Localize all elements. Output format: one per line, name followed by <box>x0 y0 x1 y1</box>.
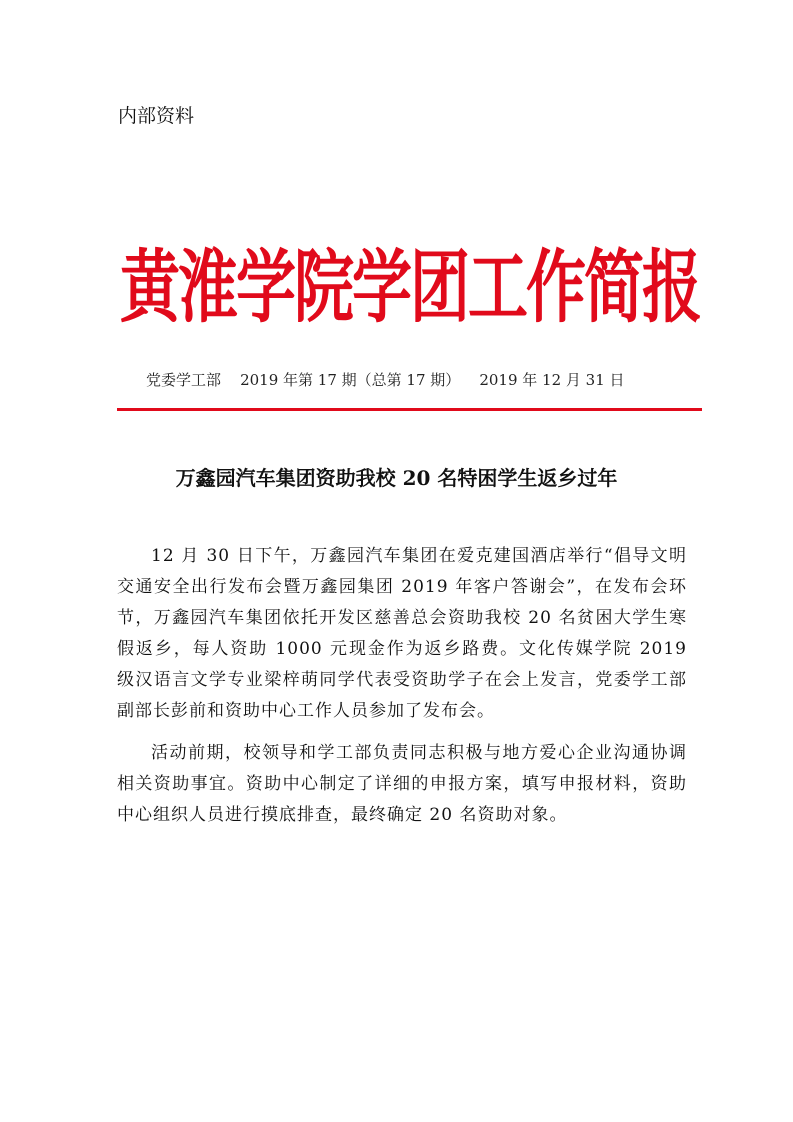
article-title: 万鑫园汽车集团资助我校 20 名特困学生返乡过年 <box>175 466 618 490</box>
masthead-red-rule <box>117 408 702 411</box>
internal-material-label: 内部资料 <box>118 105 195 127</box>
bulletin-masthead-title: 黄淮学院学团工作简报 <box>120 241 700 335</box>
article-body <box>117 541 687 842</box>
article-paragraph: 12 月 30 日下午，万鑫园汽车集团在爱克建国酒店举行“倡导文明交通安全出行发布会暨万鑫园集团 2019 年客户答谢会”，在发布会环节，万鑫园汽车集团依托开发区慈善总会资助我校 20 名贫困大学生寒假返乡，每人资助 1000 元现金作为返乡路费。文化传媒学院 2019 级汉语言文学专业梁梓萌同学代表受资助学子在会上发言，党委学工部副部长彭前和资助中心工作人员参加了发布会。 <box>117 546 687 721</box>
issue-info-line: 党委学工部 2019 年第 17 期（总第 17 期） 2019 年 12 月 31 日 <box>146 371 625 389</box>
article-paragraph: 活动前期，校领导和学工部负责同志积极与地方爱心企业沟通协调相关资助事宜。资助中心制定了详细的申报方案，填写申报材料，资助中心组织人员进行摸底排查，最终确定 20 名资助对象。 <box>117 743 687 825</box>
